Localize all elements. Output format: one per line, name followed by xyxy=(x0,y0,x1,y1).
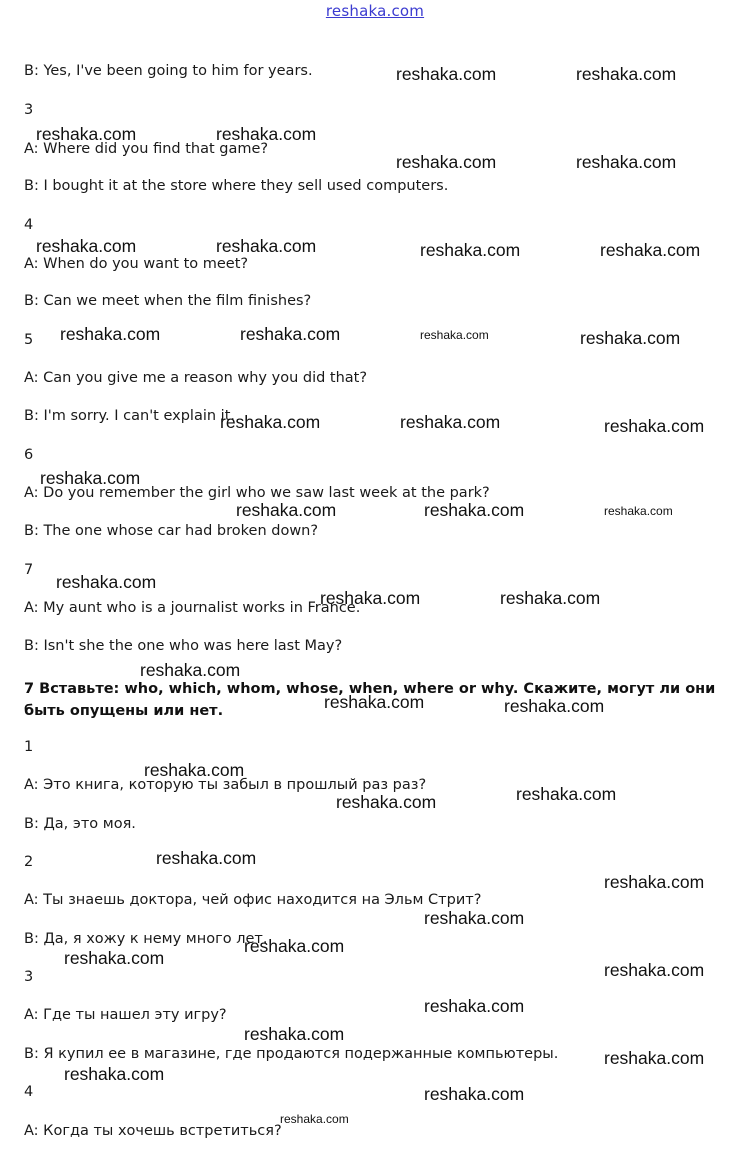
watermark: reshaka.com xyxy=(424,908,525,928)
dialogue-line: A: Где ты нашел эту игру? xyxy=(24,1007,227,1023)
item-number: 4 xyxy=(24,1084,34,1100)
dialogue-line: B: Да, я хожу к нему много лет. xyxy=(24,931,268,947)
watermark: reshaka.com xyxy=(396,64,497,84)
watermark: reshaka.com xyxy=(500,588,601,608)
watermark: reshaka.com xyxy=(576,152,677,172)
watermark: reshaka.com xyxy=(324,692,425,712)
watermark: reshaka.com xyxy=(144,760,245,780)
dialogue-line: B: Да, это моя. xyxy=(24,816,136,832)
watermark: reshaka.com xyxy=(220,412,321,432)
dialogue-line: A: Where did you find that game? xyxy=(24,141,269,157)
dialogue-line: A: Ты знаешь доктора, чей офис находится на Эльм Стрит? xyxy=(24,892,482,908)
watermark: reshaka.com xyxy=(216,124,317,144)
dialogue-line: B: Isn't she the one who was here last May? xyxy=(24,638,343,654)
watermark: reshaka.com xyxy=(424,1084,525,1104)
watermark: reshaka.com xyxy=(516,784,617,804)
watermark: reshaka.com xyxy=(600,240,701,260)
dialogue-line: A: Do you remember the girl who we saw last week at the park? xyxy=(24,485,490,501)
watermark: reshaka.com xyxy=(504,696,605,716)
site-link[interactable]: reshaka.com xyxy=(325,2,425,20)
item-number: 1 xyxy=(24,739,34,755)
watermark: reshaka.com xyxy=(140,660,241,680)
dialogue-line: B: I bought it at the store where they sell used computers. xyxy=(24,178,449,194)
item-number: 5 xyxy=(24,332,34,348)
watermark: reshaka.com xyxy=(604,872,705,892)
watermark: reshaka.com xyxy=(336,792,437,812)
dialogue-line: A: Это книга, которую ты забыл в прошлый раз раз? xyxy=(24,777,427,793)
dialogue-line: B: I'm sorry. I can't explain it. xyxy=(24,408,235,424)
watermark: reshaka.com xyxy=(156,848,257,868)
item-number: 2 xyxy=(24,854,34,870)
item-number: 3 xyxy=(24,969,34,985)
watermark: reshaka.com xyxy=(40,468,141,488)
watermark: reshaka.com xyxy=(64,1064,165,1084)
watermark: reshaka.com xyxy=(396,152,497,172)
item-number: 3 xyxy=(24,102,34,118)
watermark: reshaka.com xyxy=(36,124,137,144)
dialogue-line: A: When do you want to meet? xyxy=(24,256,249,272)
watermark: reshaka.com xyxy=(424,996,525,1016)
watermark: reshaka.com xyxy=(280,1112,349,1126)
watermark: reshaka.com xyxy=(400,412,501,432)
dialogue-line: A: My aunt who is a journalist works in France. xyxy=(24,600,361,616)
watermark: reshaka.com xyxy=(36,236,137,256)
watermark: reshaka.com xyxy=(604,1048,705,1068)
dialogue-line: B: The one whose car had broken down? xyxy=(24,523,319,539)
dialogue-line: B: Я купил ее в магазине, где продаются подержанные компьютеры. xyxy=(24,1046,559,1062)
watermark: reshaka.com xyxy=(420,328,489,342)
watermark: reshaka.com xyxy=(320,588,421,608)
item-number: 7 xyxy=(24,562,34,578)
item-number: 4 xyxy=(24,217,34,233)
watermark: reshaka.com xyxy=(244,936,345,956)
watermark: reshaka.com xyxy=(604,416,705,436)
watermark: reshaka.com xyxy=(420,240,521,260)
watermark: reshaka.com xyxy=(244,1024,345,1044)
watermark: reshaka.com xyxy=(64,948,165,968)
dialogue-line: A: Can you give me a reason why you did that? xyxy=(24,370,368,386)
watermark: reshaka.com xyxy=(216,236,317,256)
exercise-heading: 7 Вставьте: who, which, whom, whose, when, where or why. Скажите, могут ли они быть опущены или нет. xyxy=(24,681,716,719)
dialogue-line: B: Yes, I've been going to him for years. xyxy=(24,63,313,79)
dialogue-line: A: Когда ты хочешь встретиться? xyxy=(24,1123,282,1139)
watermark: reshaka.com xyxy=(424,500,525,520)
watermark: reshaka.com xyxy=(60,324,161,344)
item-number: 6 xyxy=(24,447,34,463)
dialogue-line: B: Can we meet when the film finishes? xyxy=(24,293,312,309)
watermark: reshaka.com xyxy=(604,504,673,518)
watermark: reshaka.com xyxy=(580,328,681,348)
watermark: reshaka.com xyxy=(576,64,677,84)
watermark: reshaka.com xyxy=(240,324,341,344)
watermark: reshaka.com xyxy=(56,572,157,592)
watermark: reshaka.com xyxy=(604,960,705,980)
watermark: reshaka.com xyxy=(236,500,337,520)
